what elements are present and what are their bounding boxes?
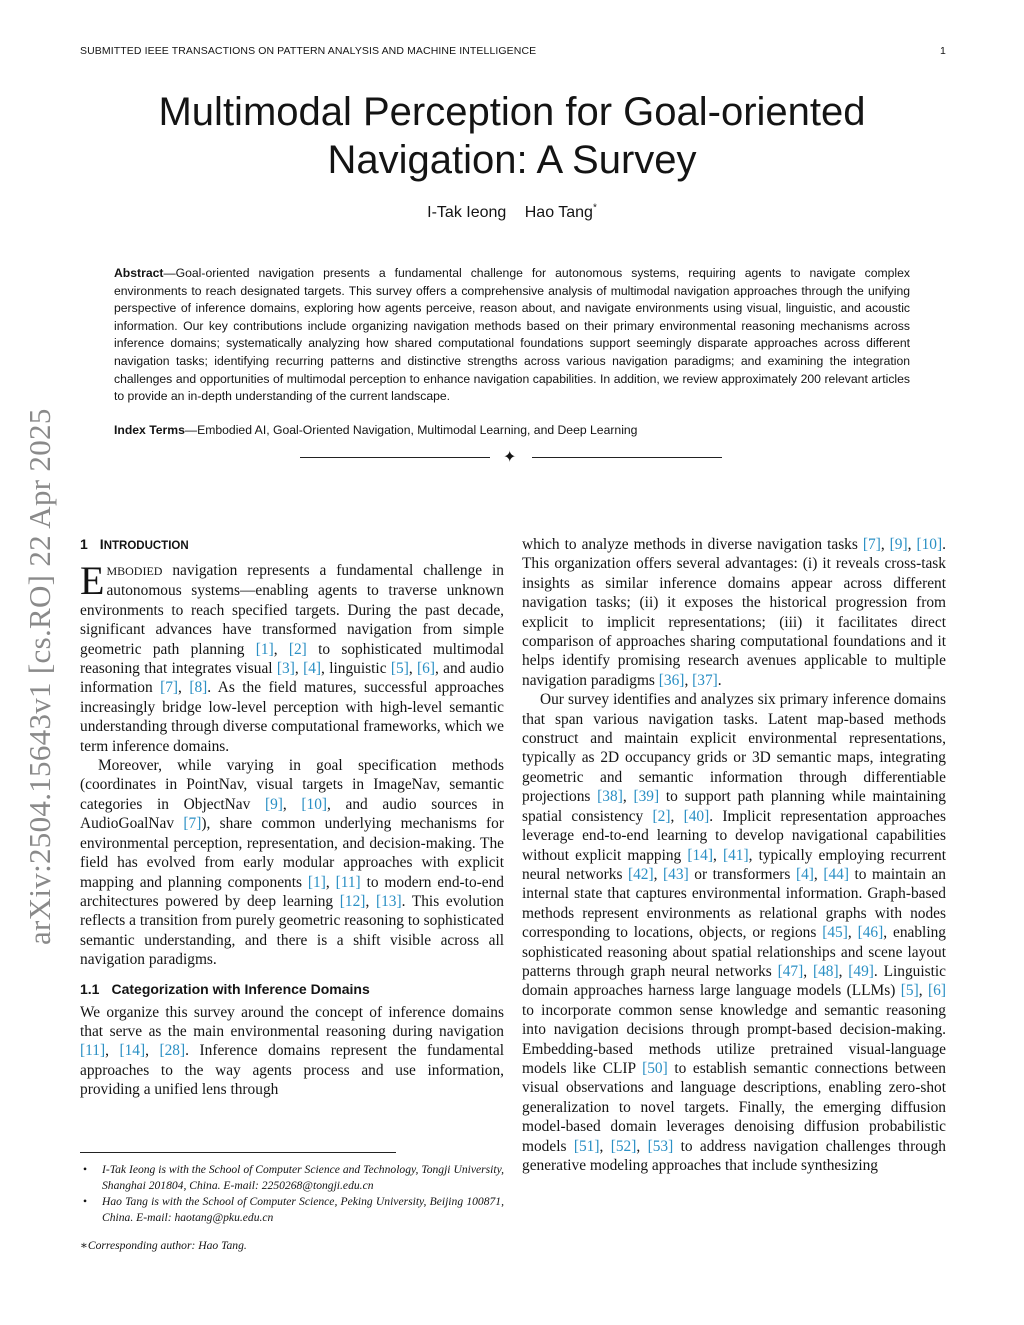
categorization-paragraph-continued <box>522 535 946 690</box>
p2-text: to modern end-to-end architectures powered by deep learning <box>80 873 504 910</box>
p2-text: , <box>365 892 376 910</box>
p2-text: , <box>325 873 336 891</box>
p4-text: , <box>622 788 634 806</box>
bullet-icon: • <box>83 1195 88 1208</box>
section-heading-introduction <box>80 534 504 556</box>
divider-line-right <box>532 457 722 458</box>
author-ieong: I-Tak Ieong <box>427 204 507 222</box>
drop-cap-smallcaps: MBODIED <box>106 564 163 578</box>
p4-text: , <box>599 1137 611 1155</box>
p1-text: , <box>178 679 190 697</box>
citation-link[interactable]: [42] <box>627 865 654 883</box>
p3-text: , <box>105 1042 120 1060</box>
citation-link[interactable]: [9] <box>264 795 283 813</box>
p3-text: , <box>907 536 917 553</box>
p4-text: , <box>670 807 684 825</box>
citation-link[interactable]: [11] <box>335 873 361 891</box>
author-tang-name: Hao Tang <box>524 204 593 222</box>
p2-text: , and audio sources in AudioGoalNav <box>80 795 504 833</box>
corresponding-mark: * <box>592 203 597 214</box>
affiliation-footnote-ieong <box>80 1162 504 1193</box>
citation-link[interactable]: [53] <box>647 1137 674 1155</box>
footnote-rule <box>80 1152 396 1153</box>
footnote-text: Hao Tang is with the School of Computer Science, Peking University, Beijing 100871, China. E-mail: haotang@pku.edu.cn <box>102 1195 504 1224</box>
citation-link[interactable]: [43] <box>663 865 689 883</box>
bullet-icon: • <box>83 1163 88 1176</box>
p2-text: ), share common underlying mechanisms for environmental perception, representation, and decision-making. The field has evolved from early modular approaches with explicit mapping and planning components <box>80 815 504 891</box>
inference-domains-paragraph <box>522 690 946 1175</box>
citation-link[interactable]: [28] <box>159 1042 186 1060</box>
citation-link[interactable]: [4] <box>303 660 322 678</box>
citation-link[interactable]: [14] <box>687 846 714 864</box>
p4-text: , <box>713 846 723 864</box>
left-column <box>80 534 504 1100</box>
citation-link[interactable]: [40] <box>683 807 710 825</box>
citation-link[interactable]: [5] <box>900 982 919 1000</box>
citation-link[interactable]: [44] <box>823 865 849 883</box>
paper-title <box>100 88 924 184</box>
p3-text: . This organization offers several advantages: (i) it reveals cross-task insights as similar inference domains appear across different navigation tasks; (ii) it exposes the historical progression from explicit to implicit representations; (iii) it facilitates direct comparison of approaches sharing computational foundations and it helps identify promising research avenues applicable to multiple navigation paradigms <box>522 536 946 689</box>
citation-link[interactable]: [11] <box>80 1042 106 1060</box>
citation-link[interactable]: [7] <box>183 815 202 833</box>
citation-link[interactable]: [38] <box>597 788 623 806</box>
citation-link[interactable]: [47] <box>777 962 804 980</box>
abstract-label: Abstract <box>114 266 164 280</box>
subsection-heading <box>80 979 504 999</box>
section-divider <box>300 448 724 468</box>
subsection-title: Categorization with Inference Domains <box>111 980 370 997</box>
p2-text: , <box>282 795 302 813</box>
citation-link[interactable]: [1] <box>307 873 326 891</box>
section-number: 1 <box>80 536 88 552</box>
divider-line-left <box>300 457 490 458</box>
citation-link[interactable]: [10] <box>301 795 328 813</box>
citation-link[interactable]: [13] <box>375 892 402 910</box>
p4-text: , <box>918 982 929 1000</box>
citation-link[interactable]: [36] <box>658 671 685 689</box>
p4-text: to maintain an internal state that captures environmental information. Graph-based methods represent environments as relational graphs with nodes corresponding to locations, objects, or regions <box>522 865 946 942</box>
p4-text: , <box>813 865 824 883</box>
p4-text: , typically employing recurrent neural networks <box>522 846 946 883</box>
p3-text: which to analyze methods in diverse navigation tasks <box>522 536 863 553</box>
citation-link[interactable]: [12] <box>339 892 366 910</box>
citation-link[interactable]: [6] <box>928 982 946 1000</box>
citation-link[interactable]: [9] <box>889 536 908 553</box>
p4-text: Our survey identifies and analyzes six primary inference domains that span various navigation tasks. Latent map-based methods construct and maintain explicit environmental representations, typically as 2D occupancy grids or 3D semantic maps, integrating geometric and semantic information through differentiable projections <box>522 691 946 806</box>
citation-link[interactable]: [50] <box>642 1059 668 1077</box>
p4-text: , <box>653 865 664 883</box>
abstract-text: —Goal-oriented navigation presents a fundamental challenge for autonomous systems, requiring agents to navigate complex environments to reach designated targets. This survey offers a comprehensive analysis of multimodal navigation approaches through the unifying perspective of inference domains, exploring how agents perceive, reason about, and navigate environments using visual, linguistic, and acoustic information. Our key contributions include organizing navigation methods based on their primary environmental reasoning mechanisms across inference domains; systematically analyzing how shared computational foundations support seemingly disparate approaches across different navigation tasks; identifying recurring patterns and distinctive strengths across various navigation paradigms; and examining the integration challenges and opportunities of multimodal perception to enhance navigation capabilities. In addition, we review approximately 200 relevant articles to provide an in-depth understanding of the current landscape. <box>114 266 910 404</box>
citation-link[interactable]: [49] <box>848 962 874 980</box>
p3-text: , <box>684 671 693 689</box>
p4-text: to address navigation challenges through generative modeling approaches that include synthesizing <box>522 1137 946 1174</box>
journal-name: SUBMITTED IEEE TRANSACTIONS ON PATTERN ANALYSIS AND MACHINE INTELLIGENCE <box>80 45 537 57</box>
citation-link[interactable]: [3] <box>276 660 295 678</box>
divider-diamond-icon: ✦ <box>503 449 517 466</box>
footnotes <box>80 1162 504 1255</box>
p1-text: . As the field matures, successful approaches increasingly bridge low-level perception with high-level semantic understanding through diverse computational frameworks, which we term inference domains. <box>80 679 504 755</box>
intro-paragraph-1 <box>80 558 504 756</box>
footnote-text: I-Tak Ieong is with the School of Computer Science and Technology, Tongji University, Shanghai 201804, China. E-mail: 2250268@tongji.edu.cn <box>102 1163 504 1192</box>
citation-link[interactable]: [14] <box>119 1042 146 1060</box>
p2-text: . This evolution reflects a transition from purely geometric reasoning to sophisticated semantic understanding, and there is a shift visible across all navigation paradigms. <box>80 892 504 969</box>
p4-text: , <box>636 1137 648 1155</box>
citation-link[interactable]: [8] <box>189 679 208 697</box>
citation-link[interactable]: [52] <box>610 1137 637 1155</box>
citation-link[interactable]: [1] <box>255 640 274 658</box>
p4-text: to incorporate common sense knowledge and semantic reasoning into navigation decisions through prompt-based decision-making. Embedding-based methods utilize pretrained visual-language models like CLIP <box>522 1001 946 1077</box>
p1-text: , <box>294 660 304 678</box>
corresponding-author-footnote: ∗Corresponding author: Hao Tang. <box>80 1239 247 1252</box>
p4-text: , enabling sophisticated reasoning about spatial relationships and scene layout patterns through graph neural networks <box>522 924 946 980</box>
p4-text: . Linguistic domain approaches harness large language models (LLMs) <box>522 962 946 1000</box>
citation-link[interactable]: [48] <box>812 962 839 980</box>
p4-text: to establish semantic connections between visual observations and language descriptions, enabling zero-shot generalization to novel targets. Finally, the emerging diffusion model-based domain leverages denoising diffusion probabilistic models <box>522 1059 946 1155</box>
running-header <box>80 45 946 57</box>
section-title-rest: NTRODUCTION <box>103 540 189 552</box>
index-terms-text: —Embodied AI, Goal-Oriented Navigation, Multimodal Learning, and Deep Learning <box>184 423 638 437</box>
citation-link[interactable]: [4] <box>795 865 814 883</box>
citation-link[interactable]: [2] <box>288 640 307 658</box>
citation-link[interactable]: [41] <box>722 846 749 864</box>
p4-text: , <box>803 962 813 980</box>
p1-text: , and audio information <box>80 660 504 697</box>
intro-paragraph-2 <box>80 756 504 969</box>
p1-text: to sophisticated multimodal reasoning that integrates visual <box>80 640 504 678</box>
author-list <box>0 203 1024 222</box>
index-terms <box>114 423 910 437</box>
p4-text: . Implicit representation approaches leverage end-to-end learning to develop navigational capabilities without explicit mapping <box>522 807 946 864</box>
drop-cap: E <box>80 558 105 603</box>
citation-link[interactable]: [51] <box>573 1137 600 1155</box>
p3-text: , <box>880 536 890 553</box>
p4-text: or transformers <box>688 865 796 883</box>
p3-text: , <box>145 1042 160 1060</box>
section-title-initial: I <box>99 536 104 552</box>
title-line-1: Multimodal Perception for Goal-oriented <box>158 90 866 134</box>
index-terms-label: Index Terms <box>114 423 185 437</box>
p4-text: to support path planning while maintaining spatial consistency <box>522 788 946 825</box>
right-column <box>522 535 946 1175</box>
citation-link[interactable]: [7] <box>160 679 179 697</box>
affiliation-footnote-tang <box>80 1194 504 1225</box>
citation-link[interactable]: [39] <box>633 788 660 806</box>
citation-link[interactable]: [6] <box>417 660 435 678</box>
categorization-paragraph <box>80 1003 504 1100</box>
p4-text: , <box>847 924 858 942</box>
citation-link[interactable]: [5] <box>390 660 409 678</box>
citation-link[interactable]: [2] <box>652 807 671 825</box>
citation-link[interactable]: [37] <box>692 671 718 689</box>
p1-text: , linguistic <box>321 660 391 678</box>
p3-text: We organize this survey around the concept of inference domains that serve as the main environmental reasoning during navigation <box>80 1003 504 1040</box>
p4-text: , <box>838 962 849 980</box>
p1-text: , <box>408 660 418 678</box>
title-line-2: Navigation: A Survey <box>327 138 697 182</box>
arxiv-identifier[interactable]: arXiv:2504.15643v1 [cs.RO] 22 Apr 2025 <box>22 408 57 945</box>
p3-text: . <box>717 671 722 689</box>
p3-text: . Inference domains represent the fundamental approaches to the way agents process and use information, providing a unified lens through <box>80 1042 504 1099</box>
p1-text: navigation represents a fundamental challenge in autonomous systems—enabling agents to traverse unknown environments to reach specified targets. During the past decade, significant advances have transformed navigation from simple geometric path planning <box>80 562 504 658</box>
p2-text: Moreover, while varying in goal specification methods (coordinates in PointNav, visual targets in ImageNav, semantic categories in ObjectNav <box>80 757 504 813</box>
abstract <box>114 265 910 406</box>
citation-link[interactable]: [10] <box>916 536 943 553</box>
citation-link[interactable]: [46] <box>857 924 884 942</box>
page-number: 1 <box>940 45 946 57</box>
author-tang <box>525 204 597 221</box>
citation-link[interactable]: [7] <box>862 536 881 553</box>
subsection-number: 1.1 <box>80 980 100 997</box>
p1-text: , <box>273 640 289 658</box>
citation-link[interactable]: [45] <box>822 924 848 942</box>
